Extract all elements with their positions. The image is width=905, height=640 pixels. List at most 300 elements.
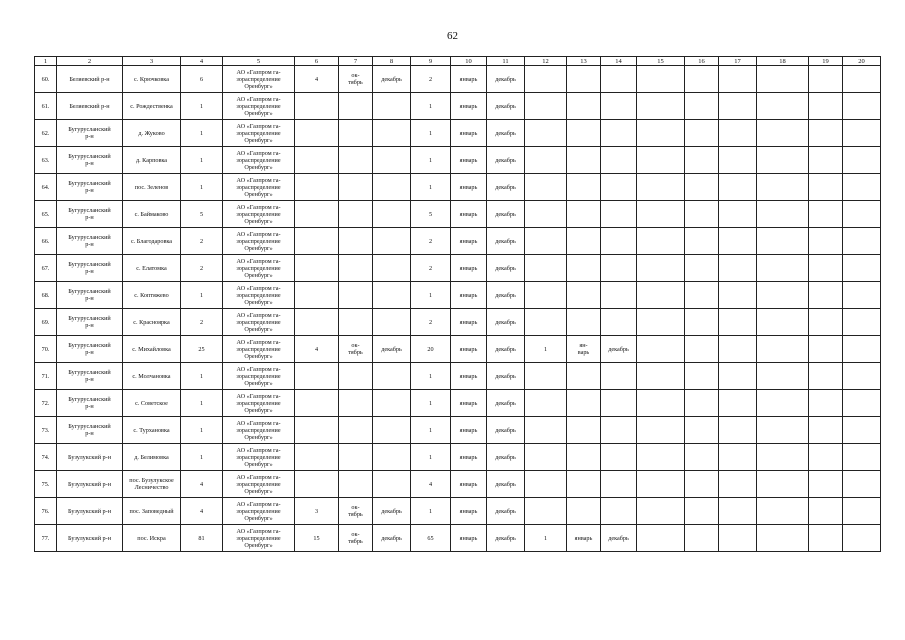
settlement-cell: с. Крючковка xyxy=(123,66,181,93)
settlement-cell: с. Благодаровка xyxy=(123,228,181,255)
empty-cell xyxy=(637,417,685,444)
count-cell: 1 xyxy=(525,525,567,552)
count-cell xyxy=(295,174,339,201)
count-cell: 2 xyxy=(181,255,223,282)
month-cell: декабрь xyxy=(487,336,525,363)
count-cell xyxy=(525,93,567,120)
column-number: 14 xyxy=(601,57,637,66)
count-cell xyxy=(525,309,567,336)
count-cell: 81 xyxy=(181,525,223,552)
empty-cell xyxy=(809,363,843,390)
month-cell: декабрь xyxy=(487,201,525,228)
empty-cell xyxy=(757,390,809,417)
empty-cell xyxy=(685,525,719,552)
district-cell: Бугурусланский р-н xyxy=(57,174,123,201)
count-cell xyxy=(525,201,567,228)
empty-cell xyxy=(757,363,809,390)
settlement-cell: с. Елатомка xyxy=(123,255,181,282)
district-cell: Беляевский р-н xyxy=(57,66,123,93)
month-cell xyxy=(339,390,373,417)
table-row xyxy=(35,282,881,309)
empty-cell xyxy=(809,228,843,255)
empty-cell xyxy=(809,525,843,552)
month-cell: декабрь xyxy=(487,147,525,174)
column-number: 5 xyxy=(223,57,295,66)
month-cell xyxy=(601,417,637,444)
district-cell: Бузулукский р-н xyxy=(57,498,123,525)
settlement-cell: с. Коптяжево xyxy=(123,282,181,309)
district-cell: Беляевский р-н xyxy=(57,93,123,120)
organization-cell: АО «Газпром га- зораспределение Оренбург» xyxy=(223,363,295,390)
month-cell xyxy=(567,66,601,93)
column-number: 19 xyxy=(809,57,843,66)
empty-cell xyxy=(637,309,685,336)
month-cell: январь xyxy=(451,444,487,471)
empty-cell xyxy=(719,336,757,363)
month-cell xyxy=(339,93,373,120)
column-number: 12 xyxy=(525,57,567,66)
table-row xyxy=(35,363,881,390)
month-cell xyxy=(339,201,373,228)
month-cell xyxy=(601,471,637,498)
count-cell xyxy=(525,228,567,255)
table-row xyxy=(35,498,881,525)
month-cell: декабрь xyxy=(601,336,637,363)
count-cell: 1 xyxy=(181,390,223,417)
month-cell: декабрь xyxy=(373,336,411,363)
empty-cell xyxy=(843,471,881,498)
month-cell xyxy=(601,363,637,390)
month-cell xyxy=(601,174,637,201)
table-row xyxy=(35,93,881,120)
empty-cell xyxy=(843,498,881,525)
empty-cell xyxy=(843,255,881,282)
column-number: 18 xyxy=(757,57,809,66)
empty-cell xyxy=(843,120,881,147)
count-cell: 4 xyxy=(295,66,339,93)
empty-cell xyxy=(757,417,809,444)
empty-cell xyxy=(757,444,809,471)
empty-cell xyxy=(809,282,843,309)
empty-cell xyxy=(757,228,809,255)
empty-cell xyxy=(637,174,685,201)
count-cell: 3 xyxy=(295,498,339,525)
month-cell: декабрь xyxy=(487,255,525,282)
empty-cell xyxy=(809,444,843,471)
month-cell xyxy=(339,228,373,255)
month-cell xyxy=(567,498,601,525)
district-cell: Бузулукский р-н xyxy=(57,444,123,471)
month-cell xyxy=(567,228,601,255)
count-cell: 20 xyxy=(411,336,451,363)
row-number: 70. xyxy=(35,336,57,363)
district-cell: Бугурусланский р-н xyxy=(57,417,123,444)
count-cell: 1 xyxy=(411,498,451,525)
empty-cell xyxy=(637,282,685,309)
row-number: 60. xyxy=(35,66,57,93)
district-cell: Бугурусланский р-н xyxy=(57,201,123,228)
organization-cell: АО «Газпром га- зораспределение Оренбург» xyxy=(223,228,295,255)
count-cell: 25 xyxy=(181,336,223,363)
settlement-cell: с. Рождественка xyxy=(123,93,181,120)
month-cell: декабрь xyxy=(487,309,525,336)
settlement-cell: с. Михайловка xyxy=(123,336,181,363)
district-cell: Бугурусланский р-н xyxy=(57,255,123,282)
month-cell: январь xyxy=(451,498,487,525)
row-number: 67. xyxy=(35,255,57,282)
column-number: 10 xyxy=(451,57,487,66)
empty-cell xyxy=(809,201,843,228)
empty-cell xyxy=(719,498,757,525)
month-cell: январь xyxy=(451,525,487,552)
empty-cell xyxy=(637,120,685,147)
month-cell xyxy=(567,255,601,282)
count-cell: 1 xyxy=(525,336,567,363)
row-number: 63. xyxy=(35,147,57,174)
month-cell: декабрь xyxy=(373,498,411,525)
row-number: 69. xyxy=(35,309,57,336)
settlement-cell: с. Советское xyxy=(123,390,181,417)
district-cell: Бугурусланский р-н xyxy=(57,147,123,174)
column-number: 17 xyxy=(719,57,757,66)
count-cell xyxy=(295,390,339,417)
month-cell xyxy=(567,309,601,336)
count-cell: 5 xyxy=(411,201,451,228)
month-cell xyxy=(601,120,637,147)
count-cell: 1 xyxy=(181,147,223,174)
column-number: 3 xyxy=(123,57,181,66)
empty-cell xyxy=(809,498,843,525)
empty-cell xyxy=(685,93,719,120)
empty-cell xyxy=(637,471,685,498)
empty-cell xyxy=(809,255,843,282)
month-cell xyxy=(373,93,411,120)
empty-cell xyxy=(843,147,881,174)
table-row xyxy=(35,174,881,201)
empty-cell xyxy=(719,282,757,309)
empty-cell xyxy=(809,120,843,147)
empty-cell xyxy=(719,363,757,390)
row-number: 66. xyxy=(35,228,57,255)
empty-cell xyxy=(719,471,757,498)
month-cell xyxy=(601,444,637,471)
empty-cell xyxy=(757,201,809,228)
month-cell: декабрь xyxy=(487,444,525,471)
empty-cell xyxy=(685,309,719,336)
month-cell xyxy=(601,228,637,255)
count-cell: 4 xyxy=(295,336,339,363)
empty-cell xyxy=(843,93,881,120)
empty-cell xyxy=(843,282,881,309)
row-number: 68. xyxy=(35,282,57,309)
month-cell: январь xyxy=(451,417,487,444)
month-cell xyxy=(567,120,601,147)
empty-cell xyxy=(685,282,719,309)
month-cell xyxy=(339,471,373,498)
empty-cell xyxy=(809,93,843,120)
column-number: 1 xyxy=(35,57,57,66)
empty-cell xyxy=(685,174,719,201)
count-cell: 5 xyxy=(181,201,223,228)
month-cell xyxy=(373,417,411,444)
table-row xyxy=(35,471,881,498)
settlement-cell: пос. Заповедный xyxy=(123,498,181,525)
month-cell: декабрь xyxy=(487,66,525,93)
month-cell: январь xyxy=(451,390,487,417)
empty-cell xyxy=(637,390,685,417)
count-cell xyxy=(525,444,567,471)
count-cell xyxy=(295,363,339,390)
month-cell: декабрь xyxy=(487,93,525,120)
month-cell: декабрь xyxy=(373,525,411,552)
district-cell: Бузулукский р-н xyxy=(57,471,123,498)
empty-cell xyxy=(809,390,843,417)
month-cell: январь xyxy=(451,309,487,336)
empty-cell xyxy=(685,120,719,147)
count-cell: 6 xyxy=(181,66,223,93)
count-cell: 4 xyxy=(181,498,223,525)
empty-cell xyxy=(719,444,757,471)
empty-cell xyxy=(637,201,685,228)
count-cell: 2 xyxy=(411,66,451,93)
count-cell: 4 xyxy=(181,471,223,498)
month-cell: декабрь xyxy=(601,525,637,552)
count-cell: 1 xyxy=(411,120,451,147)
district-cell: Бузулукский р-н xyxy=(57,525,123,552)
month-cell xyxy=(601,390,637,417)
month-cell: ок- тябрь xyxy=(339,525,373,552)
month-cell: декабрь xyxy=(487,390,525,417)
month-cell: январь xyxy=(451,147,487,174)
count-cell: 1 xyxy=(411,363,451,390)
row-number: 77. xyxy=(35,525,57,552)
row-number: 76. xyxy=(35,498,57,525)
empty-cell xyxy=(685,147,719,174)
row-number: 65. xyxy=(35,201,57,228)
count-cell: 1 xyxy=(181,417,223,444)
month-cell: декабрь xyxy=(487,120,525,147)
empty-cell xyxy=(809,417,843,444)
empty-cell xyxy=(637,66,685,93)
empty-cell xyxy=(843,174,881,201)
month-cell xyxy=(567,282,601,309)
month-cell: январь xyxy=(451,201,487,228)
month-cell xyxy=(567,201,601,228)
count-cell: 1 xyxy=(181,363,223,390)
column-number: 9 xyxy=(411,57,451,66)
organization-cell: АО «Газпром га- зораспределение Оренбург» xyxy=(223,66,295,93)
month-cell: январь xyxy=(567,525,601,552)
empty-cell xyxy=(719,93,757,120)
empty-cell xyxy=(757,66,809,93)
table-row xyxy=(35,444,881,471)
count-cell: 1 xyxy=(411,147,451,174)
month-cell: январь xyxy=(451,228,487,255)
empty-cell xyxy=(843,201,881,228)
count-cell: 2 xyxy=(411,228,451,255)
month-cell: декабрь xyxy=(373,66,411,93)
count-cell: 4 xyxy=(411,471,451,498)
month-cell xyxy=(339,444,373,471)
month-cell xyxy=(601,147,637,174)
schedule-table xyxy=(34,56,881,552)
month-cell: декабрь xyxy=(487,282,525,309)
empty-cell xyxy=(843,228,881,255)
column-number: 11 xyxy=(487,57,525,66)
district-cell: Бугурусланский р-н xyxy=(57,336,123,363)
organization-cell: АО «Газпром га- зораспределение Оренбург» xyxy=(223,255,295,282)
count-cell: 2 xyxy=(181,228,223,255)
empty-cell xyxy=(637,498,685,525)
settlement-cell: пос. Бузулукское Лесничество xyxy=(123,471,181,498)
count-cell xyxy=(525,66,567,93)
organization-cell: АО «Газпром га- зораспределение Оренбург» xyxy=(223,120,295,147)
count-cell xyxy=(295,471,339,498)
empty-cell xyxy=(843,336,881,363)
month-cell xyxy=(373,120,411,147)
month-cell xyxy=(373,363,411,390)
month-cell: декабрь xyxy=(487,363,525,390)
organization-cell: АО «Газпром га- зораспределение Оренбург» xyxy=(223,309,295,336)
month-cell: январь xyxy=(451,363,487,390)
count-cell xyxy=(295,255,339,282)
count-cell: 1 xyxy=(181,282,223,309)
empty-cell xyxy=(685,498,719,525)
column-number: 2 xyxy=(57,57,123,66)
count-cell: 1 xyxy=(181,93,223,120)
empty-cell xyxy=(757,147,809,174)
count-cell xyxy=(295,201,339,228)
district-cell: Бугурусланский р-н xyxy=(57,282,123,309)
empty-cell xyxy=(757,93,809,120)
empty-cell xyxy=(685,363,719,390)
settlement-cell: д. Жуково xyxy=(123,120,181,147)
empty-cell xyxy=(843,525,881,552)
empty-cell xyxy=(757,525,809,552)
empty-cell xyxy=(843,390,881,417)
count-cell xyxy=(295,309,339,336)
empty-cell xyxy=(685,66,719,93)
empty-cell xyxy=(719,120,757,147)
count-cell: 1 xyxy=(411,93,451,120)
month-cell xyxy=(601,282,637,309)
empty-cell xyxy=(719,255,757,282)
month-cell xyxy=(567,363,601,390)
settlement-cell: с. Баймаково xyxy=(123,201,181,228)
organization-cell: АО «Газпром га- зораспределение Оренбург» xyxy=(223,282,295,309)
settlement-cell: д. Белимовка xyxy=(123,444,181,471)
month-cell xyxy=(373,390,411,417)
row-number: 74. xyxy=(35,444,57,471)
page-number: 62 xyxy=(447,30,458,42)
organization-cell: АО «Газпром га- зораспределение Оренбург» xyxy=(223,471,295,498)
empty-cell xyxy=(719,201,757,228)
district-cell: Бугурусланский р-н xyxy=(57,228,123,255)
month-cell xyxy=(373,471,411,498)
count-cell xyxy=(295,228,339,255)
count-cell xyxy=(295,93,339,120)
month-cell: ян- варь xyxy=(567,336,601,363)
count-cell xyxy=(295,417,339,444)
empty-cell xyxy=(757,336,809,363)
month-cell xyxy=(601,201,637,228)
count-cell: 1 xyxy=(181,120,223,147)
month-cell xyxy=(567,93,601,120)
empty-cell xyxy=(719,147,757,174)
month-cell: январь xyxy=(451,93,487,120)
settlement-cell: пос. Искра xyxy=(123,525,181,552)
organization-cell: АО «Газпром га- зораспределение Оренбург» xyxy=(223,498,295,525)
table-row xyxy=(35,120,881,147)
table-row xyxy=(35,201,881,228)
month-cell: январь xyxy=(451,336,487,363)
empty-cell xyxy=(843,66,881,93)
month-cell xyxy=(601,93,637,120)
empty-cell xyxy=(685,390,719,417)
table-row xyxy=(35,525,881,552)
count-cell: 1 xyxy=(181,174,223,201)
empty-cell xyxy=(637,147,685,174)
month-cell xyxy=(373,309,411,336)
count-cell xyxy=(525,471,567,498)
table-row xyxy=(35,417,881,444)
count-cell xyxy=(295,444,339,471)
month-cell xyxy=(339,282,373,309)
count-cell xyxy=(295,147,339,174)
table-row xyxy=(35,147,881,174)
empty-cell xyxy=(809,66,843,93)
count-cell: 15 xyxy=(295,525,339,552)
organization-cell: АО «Газпром га- зораспределение Оренбург» xyxy=(223,174,295,201)
month-cell: январь xyxy=(451,282,487,309)
month-cell xyxy=(601,498,637,525)
table-row xyxy=(35,309,881,336)
month-cell: январь xyxy=(451,174,487,201)
empty-cell xyxy=(719,390,757,417)
count-cell xyxy=(525,255,567,282)
empty-cell xyxy=(809,336,843,363)
month-cell: декабрь xyxy=(487,471,525,498)
month-cell xyxy=(567,417,601,444)
empty-cell xyxy=(637,363,685,390)
count-cell xyxy=(295,120,339,147)
month-cell xyxy=(373,444,411,471)
month-cell xyxy=(373,174,411,201)
empty-cell xyxy=(757,174,809,201)
count-cell: 2 xyxy=(411,309,451,336)
settlement-cell: с. Красноярка xyxy=(123,309,181,336)
organization-cell: АО «Газпром га- зораспределение Оренбург» xyxy=(223,525,295,552)
count-cell xyxy=(525,417,567,444)
empty-cell xyxy=(685,444,719,471)
empty-cell xyxy=(637,444,685,471)
month-cell xyxy=(339,255,373,282)
empty-cell xyxy=(719,525,757,552)
empty-cell xyxy=(757,120,809,147)
empty-cell xyxy=(719,228,757,255)
column-number: 6 xyxy=(295,57,339,66)
month-cell: январь xyxy=(451,66,487,93)
table-row xyxy=(35,336,881,363)
month-cell: ок- тябрь xyxy=(339,66,373,93)
settlement-cell: д. Карповка xyxy=(123,147,181,174)
column-number: 7 xyxy=(339,57,373,66)
empty-cell xyxy=(757,498,809,525)
count-cell xyxy=(525,498,567,525)
empty-cell xyxy=(685,471,719,498)
count-cell: 1 xyxy=(411,417,451,444)
month-cell xyxy=(567,444,601,471)
